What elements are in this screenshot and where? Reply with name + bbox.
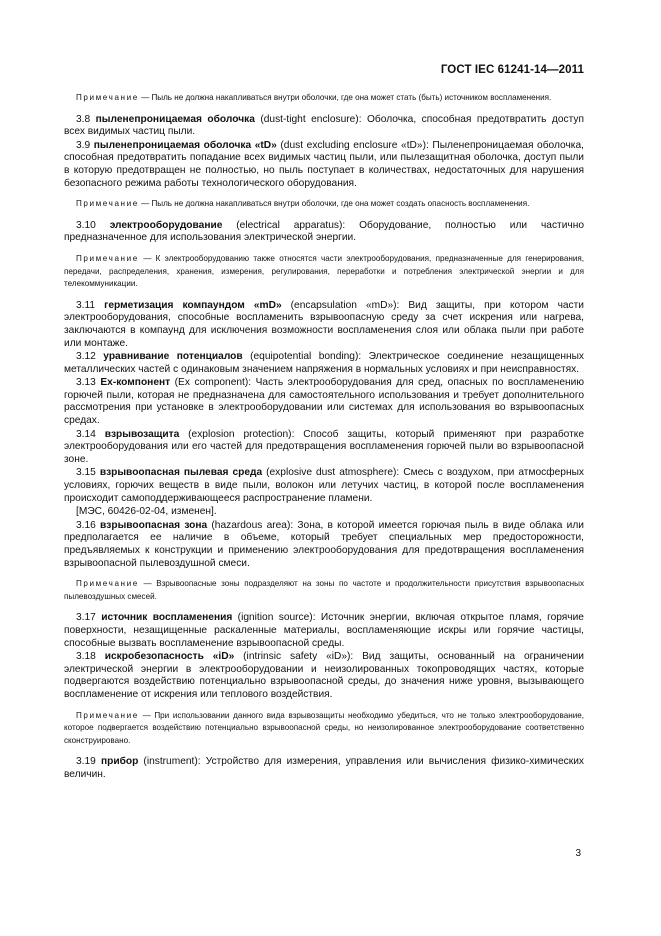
term: взрывозащита <box>104 428 180 440</box>
clause-number: 3.8 <box>76 113 91 125</box>
note-label: Примечание <box>76 579 139 589</box>
clause-number: 3.14 <box>76 428 96 440</box>
definition-3-12 <box>64 351 584 376</box>
definition-3-16 <box>64 520 584 570</box>
term: источник воспламенения <box>101 612 233 624</box>
definition-text: (explosion protection): Способ защиты, который применяют при разработке электрооборудования или его частей для предотвращения воспламенения горючей пыли во взрывоопасной зоне. <box>64 428 584 465</box>
definition-text: (ignition source): Источник энергии, включая открытое пламя, горячие поверхности, незащищенные раскаленные материалы, воспламеняющие искры или горячие частицы, способные вызвать воспламенение взрывоопасной среды. <box>64 612 584 649</box>
definition-3-18 <box>64 651 584 701</box>
definition-text: (encapsulation «mD»): Вид защиты, при котором части электрооборудования, способные воспламенить взрывоопасную среду за счет искрения или нагрева, заключаются в компаунд для исключения возможности воспламенения слоя или облака пыли при работе или монтаже. <box>64 299 584 349</box>
clause-number: 3.15 <box>76 467 96 479</box>
note <box>64 253 584 291</box>
definition-text: (Ex component): Часть электрооборудования для сред, опасных по воспламенению горючей пыли, которая не предназначена для самостоятельного использования и требует дополнительного рассмотрения при установке в электрооборудовании или системах для использования во взрывоопасных средах. <box>64 377 584 427</box>
definition-text: (electrical apparatus): Оборудование, полностью или частично предназначенное для использования электрической энергии. <box>64 219 584 244</box>
definition-3-14 <box>64 429 584 467</box>
definition-text: (intrinsic safety «iD»): Вид защиты, основанный на ограничении электрической энергии в электрооборудовании и неизолированных токопроводящих частях, которые подвергаются воздействию потенциально взрывоопасной среды, до значения ниже уровня, вызывающего воспламенение от искрения или теплового воздействия. <box>64 651 584 700</box>
definition-text: (equipotential bonding): Электрическое соединение незащищенных металлических частей с одинаковым значением напряжения в нормальных условиях и при неисправностях. <box>64 351 585 375</box>
definition-3-13 <box>64 377 584 427</box>
note <box>64 578 584 603</box>
definition-text: (dust excluding enclosure «tD»): Пыленепроницаемая оболочка, способная предотвратить попадание всех видимых частиц пыли, или пылезащитная оболочка, доступ пыли в которую предотвращен не полностью, но пыль поступает в количествах, недостаточных для нарушения безопасного режима работы технологического оборудования. <box>64 139 584 189</box>
definition-3-19 <box>64 756 584 781</box>
definition-3-9 <box>64 140 584 190</box>
note-text: — Взрывоопасные зоны подразделяют на зоны по частоте и продолжительности присутствия взрывоопасных пылевоздушных смесей. <box>64 579 584 601</box>
definition-text: (hazardous area): Зона, в которой имеется горючая пыль в виде облака или предполагается ее наличие в объеме, который требует специальных мер предосторожности, предъявляемых к конструкции и применению электрооборудования для предотвращения воспламенения взрывоопасной пылевоздушной смеси. <box>64 519 584 569</box>
clause-number: 3.9 <box>76 139 91 151</box>
note <box>64 710 584 748</box>
term: пыленепроницаемая оболочка <box>95 113 255 125</box>
term: искробезопасность «iD» <box>104 651 235 663</box>
definition-3-11 <box>64 300 584 350</box>
term: взрывоопасная зона <box>100 519 208 531</box>
clause-number: 3.18 <box>76 651 96 663</box>
note-label: Примечание <box>76 93 139 102</box>
clause-number: 3.10 <box>76 219 96 231</box>
document-body <box>64 92 584 783</box>
term: прибор <box>100 756 139 768</box>
definition-text: (dust-tight enclosure): Оболочка, способная предотвратить доступ всех видимых частиц пыли. <box>64 113 584 138</box>
term: электрооборудование <box>109 219 223 231</box>
definition-3-10 <box>64 220 584 245</box>
note-text: — Пыль не должна накапливаться внутри оболочки, где она может создать опасность воспламенения. <box>141 199 530 209</box>
clause-number: 3.17 <box>76 612 96 624</box>
page-number: 3 <box>575 848 581 859</box>
term: пыленепроницаемая оболочка «tD» <box>93 139 277 151</box>
term: герметизация компаундом «mD» <box>104 299 282 311</box>
note-label: Примечание <box>76 710 139 720</box>
term: Ex-компонент <box>100 377 171 389</box>
note-label: Примечание <box>76 199 139 209</box>
clause-number: 3.11 <box>76 299 96 311</box>
term: взрывоопасная пылевая среда <box>99 467 263 479</box>
clause-number: 3.13 <box>76 377 96 389</box>
clause-number: 3.12 <box>76 351 96 363</box>
definition-3-15 <box>64 467 584 505</box>
source-reference: [МЭС, 60426-02-04, изменен]. <box>76 506 217 518</box>
definition-text: (explosive dust atmosphere): Смесь с воздухом, при атмосферных условиях, горючих веществ в виде пыли, волокон или летучих частиц, в которой после воспламенения происходит самоподдерживающееся распространение пламени. <box>64 467 584 504</box>
definition-3-17 <box>64 612 584 650</box>
note <box>64 198 584 211</box>
document-header: ГОСТ IEC 61241-14—2011 <box>440 64 584 76</box>
note-text: — К электрооборудованию также относятся части электрооборудования, предназначенные для генерирования, передачи, распределения, хранения, измерения, регулирования, переработки и потребления электрической энергии и для телекоммуникации. <box>64 253 585 289</box>
note-label: Примечание <box>76 253 139 263</box>
definition-text: (instrument): Устройство для измерения, управления или вычисления физико-химических величин. <box>64 756 584 780</box>
clause-number: 3.16 <box>76 519 96 531</box>
note <box>64 92 584 105</box>
clause-number: 3.19 <box>76 756 96 768</box>
term: уравнивание потенциалов <box>103 351 243 363</box>
definition-3-8 <box>64 114 584 139</box>
note-text: — При использовании данного вида взрывозащиты необходимо убедиться, что не только электрооборудование, которое подвергается воздействию потенциально взрывоопасной среды, но неизолированное электрооборудование соответственно сконструировано. <box>64 710 585 745</box>
note-text: — Пыль не должна накапливаться внутри оболочки, где она может стать (быть) источником воспламенения. <box>141 93 552 102</box>
